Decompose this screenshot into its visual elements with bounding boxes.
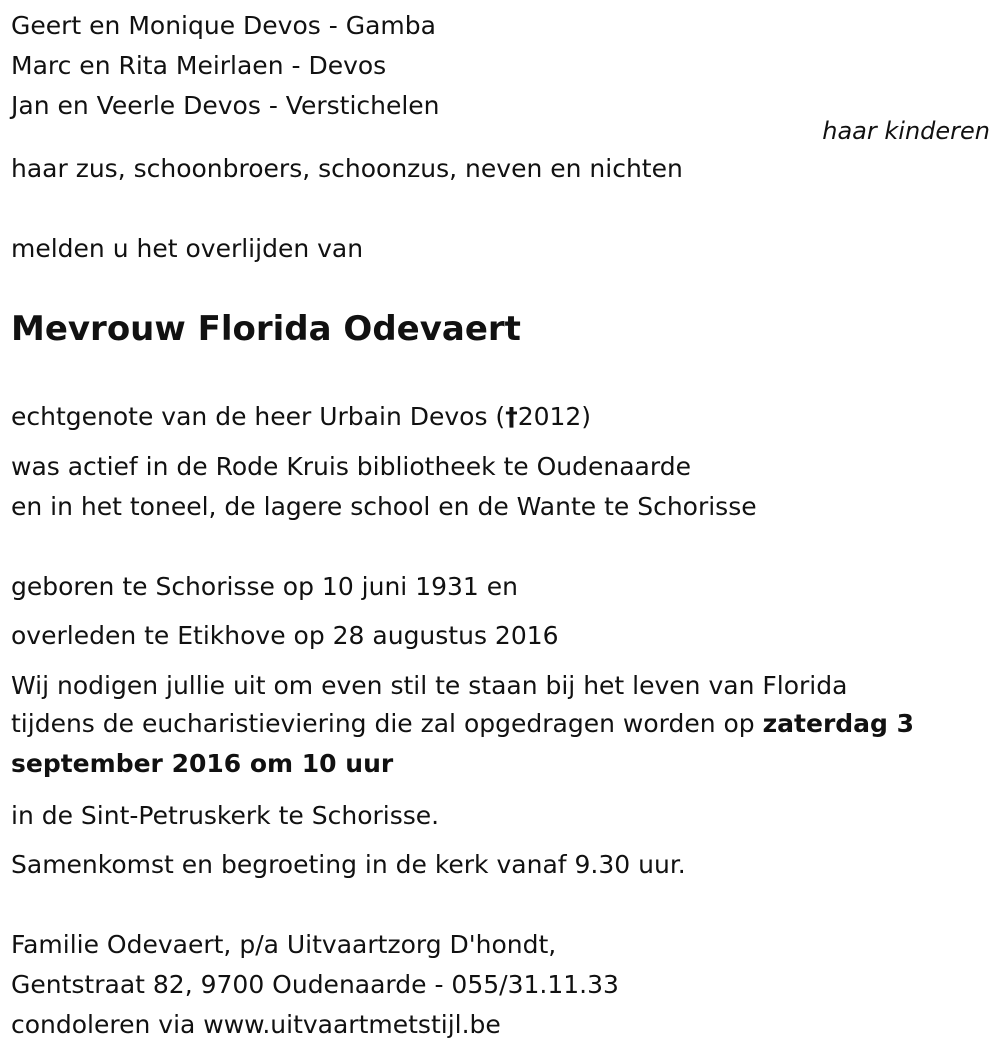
gathering-line: Samenkomst en begroeting in de kerk vanaf 9.30 uur. <box>11 850 686 879</box>
activity-line-2: en in het toneel, de lagere school en de Wante te Schorisse <box>11 492 757 521</box>
child-line-2: Marc en Rita Meirlaen - Devos <box>11 51 387 80</box>
invitation-paragraph <box>11 704 971 784</box>
child-line-3: Jan en Veerle Devos - Verstichelen <box>11 91 440 120</box>
spouse-text: echtgenote van de heer Urbain Devos ( <box>11 402 506 431</box>
deceased-name: Mevrouw Florida Odevaert <box>11 309 521 349</box>
born-line: geboren te Schorisse op 10 juni 1931 en <box>11 572 518 601</box>
location-line: in de Sint-Petruskerk te Schorisse. <box>11 801 440 830</box>
ceremony-date: zaterdag 3 september 2016 om 10 uur <box>11 709 915 778</box>
invitation-line-1: Wij nodigen jullie uit om even stil te staan bij het leven van Florida <box>11 671 848 700</box>
contact-line-2: Gentstraat 82, 9700 Oudenaarde - 055/31.11.33 <box>11 970 619 999</box>
died-line: overleden te Etikhove op 28 augustus 2016 <box>11 621 559 650</box>
invitation-line-2: tijdens de eucharistieviering die zal opgedragen worden op <box>11 709 763 738</box>
spouse-line <box>11 404 591 429</box>
cross-icon: † <box>505 402 518 431</box>
activity-line-1: was actief in de Rode Kruis bibliotheek te Oudenaarde <box>11 452 691 481</box>
contact-line-1: Familie Odevaert, p/a Uitvaartzorg D'hondt, <box>11 930 557 959</box>
children-label: haar kinderen <box>822 117 990 145</box>
announce-line: melden u het overlijden van <box>11 234 364 263</box>
child-line-1: Geert en Monique Devos - Gamba <box>11 11 436 40</box>
spouse-year: 2012) <box>517 402 592 431</box>
relatives-line: haar zus, schoonbroers, schoonzus, neven en nichten <box>11 154 683 183</box>
contact-line-3: condoleren via www.uitvaartmetstijl.be <box>11 1010 501 1039</box>
